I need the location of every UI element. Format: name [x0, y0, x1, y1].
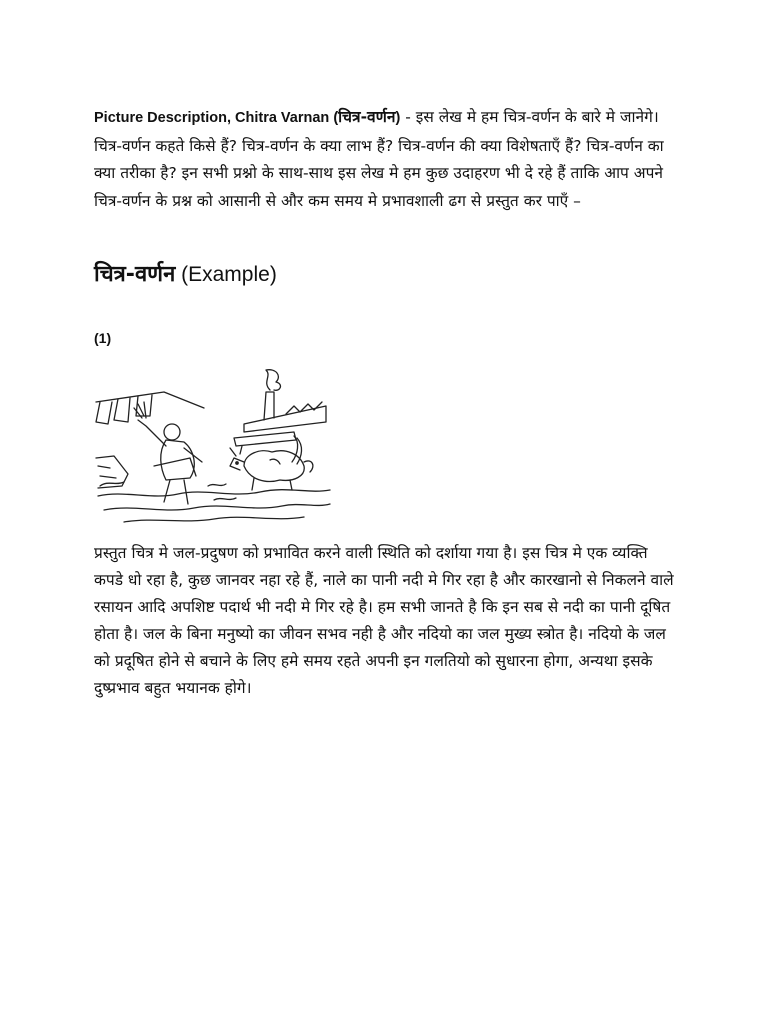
pollution-illustration — [94, 362, 334, 528]
intro-lead-close: ) — [395, 110, 401, 126]
heading-english: (Example) — [175, 263, 277, 286]
heading-hindi: चित्र-वर्णन — [94, 262, 176, 287]
intro-lead-english: Picture Description, Chitra Varnan ( — [94, 110, 339, 126]
example-number: (1) — [94, 330, 112, 346]
intro-lead-hindi: चित्र-वर्णन — [338, 108, 396, 126]
description-paragraph: प्रस्तुत चित्र मे जल-प्रदुषण को प्रभावित करने वाली स्थिति को दर्शाया गया है। इस चित्र मे एक व्यक्ति कपडे धो रहा है, कुछ जानवर नहा रहे हैं, नाले का पानी नदी मे गिर रहा है और कारखानो से निकलने वाले रसायन आदि अपशिष्ट पदार्थ भी नदी मे गिर रहे है। हम सभी जानते है कि इन सब से नदी का पानी दूषित होता है। जल के बिना मनुष्यो का जीवन सभव नही है और नदियो का जल मुख्य स्त्रोत है। नदियो के जल को प्रदूषित होने से बचाने के लिए हमे समय रहते अपनी इन गलतियो को सुधारना होगा, अन्यथा इसके दुष्प्रभाव बहुत भयानक होगे। — [94, 544, 674, 697]
intro-body-text: - इस लेख मे हम चित्र-वर्णन के बारे मे जानेगे। चित्र-वर्णन कहते किसे हैं? चित्र-वर्णन के क्या लाभ हैं? चित्र-वर्णन की क्या विशेषताएँ हैं? चित्र-वर्णन का क्या तरीका है? इन सभी प्रश्नो के साथ-साथ इस लेख मे हम कुछ उदाहरण भी दे रहे हैं ताकि आप अपने चित्र-वर्णन के प्रश्न को आसानी से और कम समय मे प्रभावशाली ढग से प्रस्तुत कर पाएँ – — [94, 108, 664, 210]
section-heading — [94, 258, 277, 292]
intro-paragraph — [94, 104, 674, 215]
